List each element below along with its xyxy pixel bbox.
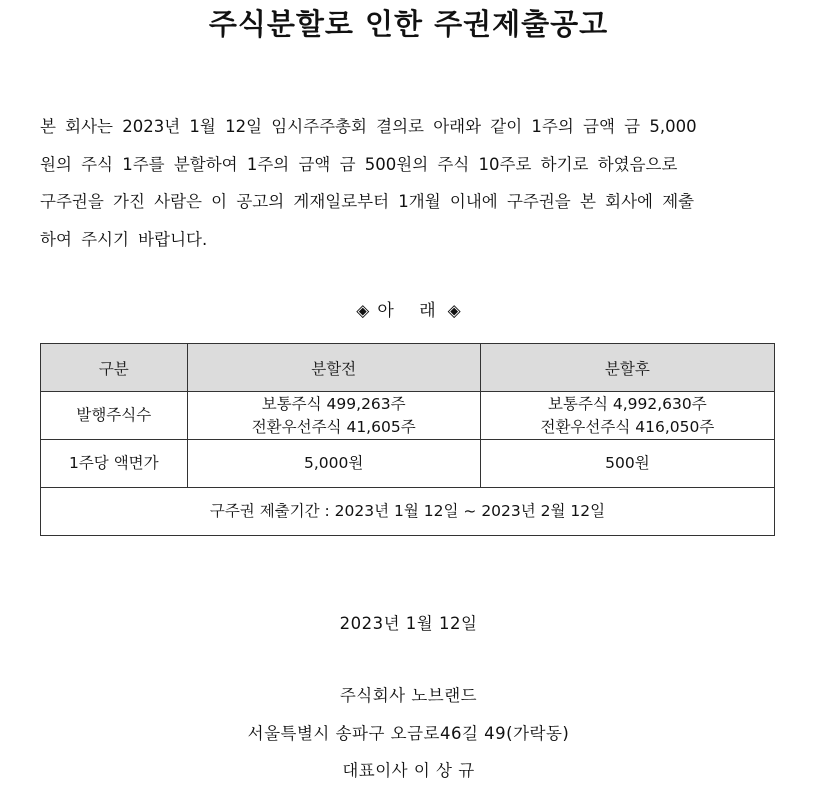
header-after-split: 분할후 <box>480 344 774 392</box>
preferred-shares-after: 전환우선주식 416,050주 <box>540 417 715 436</box>
table-row <box>41 488 775 536</box>
diamond-icon: ◈ <box>447 301 461 321</box>
body-line: 본 회사는 2023년 1월 12일 임시주주총회 결의로 아래와 같이 1주의 금액 금 5,000 <box>40 117 697 136</box>
notice-heading-label: 아 래 <box>377 301 446 321</box>
company-name: 주식회사 노브랜드 <box>339 686 478 705</box>
common-shares-after: 보통주식 4,992,630주 <box>548 394 707 413</box>
issued-shares-before <box>187 392 480 440</box>
row-label-par-value: 1주당 액면가 <box>41 440 188 488</box>
table-row <box>41 392 775 440</box>
submission-period: 구주권 제출기간 : 2023년 1월 12일 ~ 2023년 2월 12일 <box>41 488 775 536</box>
diamond-icon: ◈ <box>356 301 370 321</box>
body-line: 하여 주시기 바랍니다. <box>40 229 208 249</box>
table-header-row <box>41 344 775 392</box>
issued-shares-after <box>480 392 774 440</box>
table-row <box>41 440 775 488</box>
header-category: 구분 <box>41 344 188 392</box>
common-shares-before: 보통주식 499,263주 <box>261 394 406 413</box>
company-address: 서울특별시 송파구 오금로46길 49(가락동) <box>247 724 570 743</box>
notice-heading <box>0 296 817 326</box>
par-value-before: 5,000원 <box>187 440 480 488</box>
notice-date: 2023년 1월 12일 <box>339 614 478 633</box>
row-label-issued-shares: 발행주식수 <box>41 392 188 440</box>
ceo-name: 대표이사 이 상 규 <box>342 761 475 780</box>
notice-title: 주식분할로 인한 주권제출공고 <box>208 7 609 41</box>
par-value-after: 500원 <box>480 440 774 488</box>
header-before-split: 분할전 <box>187 344 480 392</box>
body-line: 원의 주식 1주를 분할하여 1주의 금액 금 500원의 주식 10주로 하기로 하였음으로 <box>40 154 678 174</box>
preferred-shares-before: 전환우선주식 41,605주 <box>251 417 416 436</box>
body-line: 구주권을 가진 사람은 이 공고의 게재일로부터 1개월 이내에 구주권을 본 회사에 제출 <box>40 192 695 211</box>
notice-body <box>40 108 777 258</box>
share-split-table <box>40 343 775 536</box>
